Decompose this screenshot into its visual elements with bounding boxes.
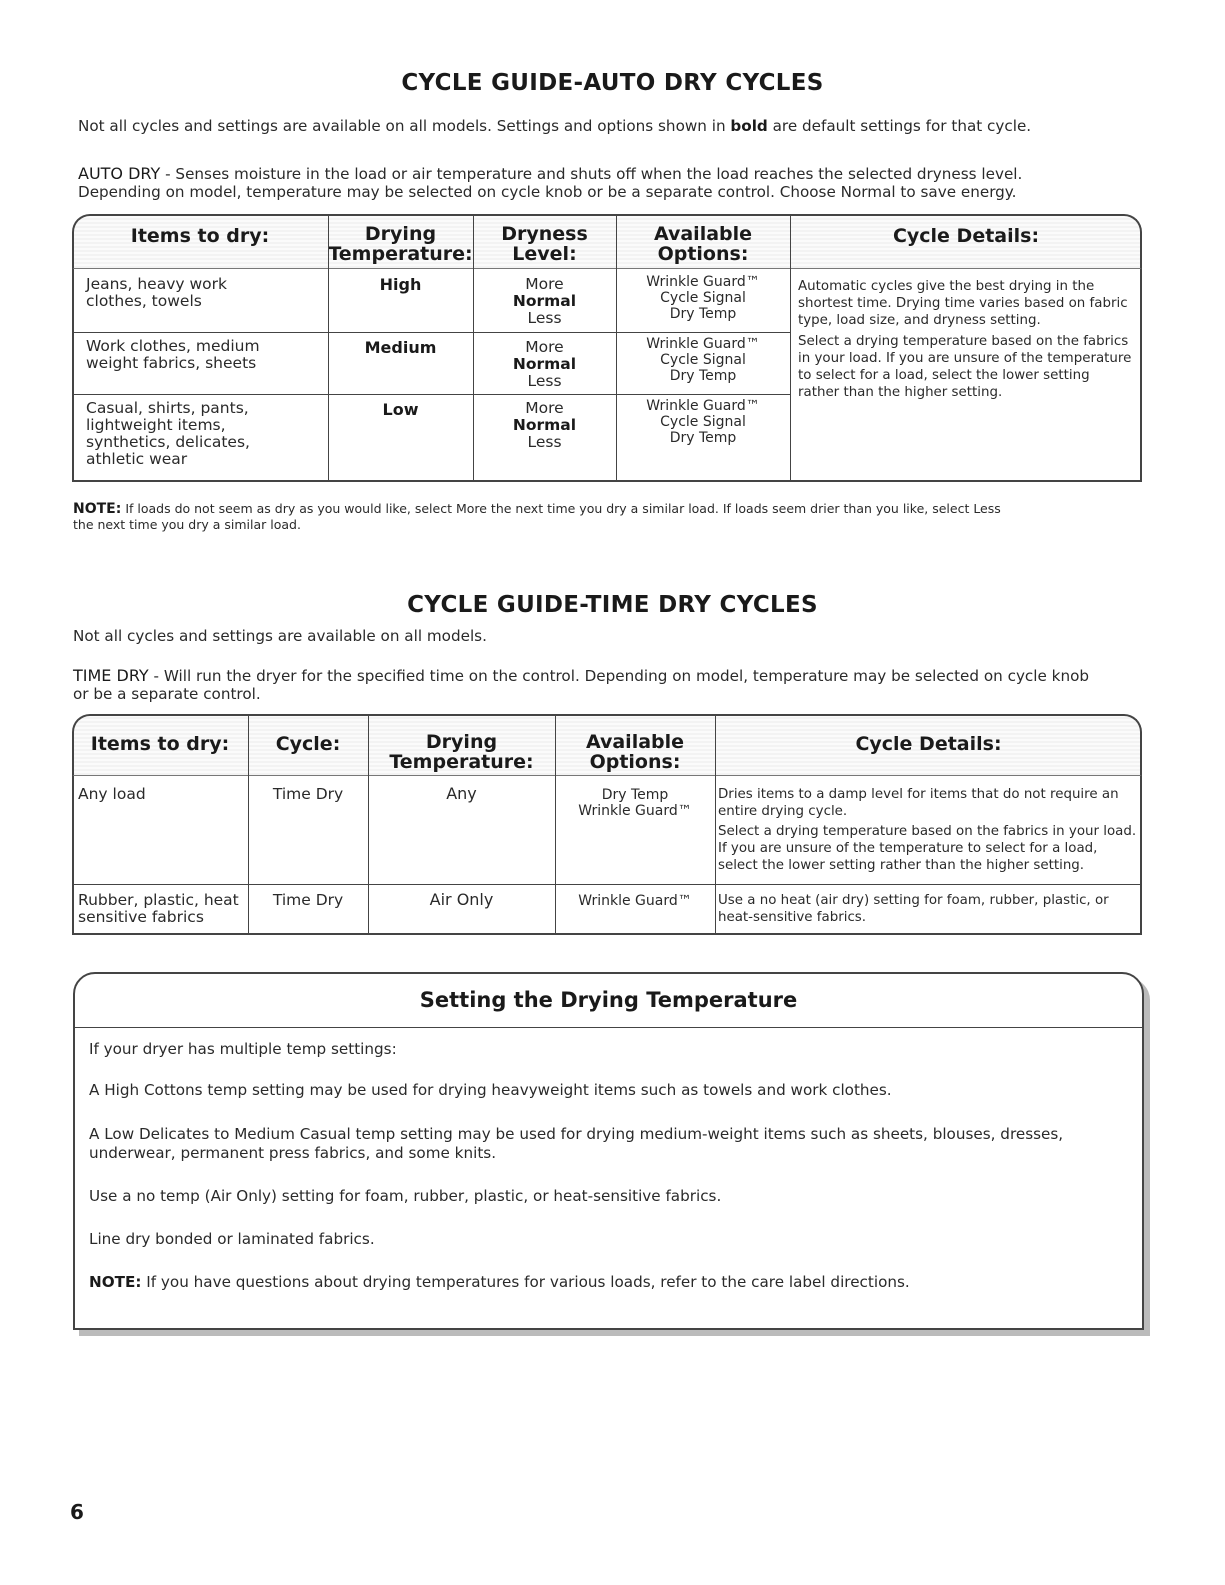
table-row-temp: Medium <box>364 338 437 357</box>
table-row-options: Dry Temp Wrinkle Guard™ <box>578 787 692 819</box>
row-divider <box>72 394 790 395</box>
table-row-cycle: Time Dry <box>272 785 344 803</box>
auto-dry-table <box>72 214 1142 482</box>
time-dry-title: CYCLE GUIDE-TIME DRY CYCLES <box>407 592 818 618</box>
header-drying-temperature: Drying Temperature: <box>328 223 473 265</box>
setting-paragraph: Line dry bonded or laminated fabrics. <box>89 1230 375 1248</box>
setting-note: NOTE: If you have questions about drying temperatures for various loads, refer to the care label directions. <box>89 1273 910 1291</box>
time-dry-table <box>72 714 1142 935</box>
time-intro: Not all cycles and settings are available on all models. <box>73 627 487 645</box>
table-row-options: Wrinkle Guard™ <box>578 893 692 909</box>
table-row-items: Any load <box>78 785 146 803</box>
col-divider <box>715 714 716 935</box>
table-row-options: Wrinkle Guard™ Cycle Signal Dry Temp <box>646 274 760 322</box>
auto-dry-description: AUTO DRY - Senses moisture in the load or air temperature and shuts off when the load reaches the selected dryness level. Depending on model, temperature may be selected on cycle knob or be a separate control. Choose Normal to save energy. <box>78 164 1023 201</box>
table-row-items: Jeans, heavy work clothes, towels <box>86 275 227 310</box>
table-row-details: Dries items to a damp level for items that do not require an entire drying cycle. Select a drying temperature based on the fabrics in your load. If you are unsure of the temperature to select for a load, select the lower setting rather than the higher setting. <box>718 787 1137 873</box>
header-drying-temperature: Drying Temperature: <box>389 731 534 773</box>
header-dryness-level: Dryness Level: <box>501 223 588 265</box>
table-row-dryness: More Normal Less <box>512 399 577 451</box>
setting-paragraph: A Low Delicates to Medium Casual temp setting may be used for drying medium-weight items such as sheets, blouses, dresses, underwear, permanent press fabrics, and some knits. <box>89 1125 1064 1162</box>
header-cycle-details: Cycle Details: <box>855 733 1002 755</box>
header-available-options: Available Options: <box>585 731 685 773</box>
auto-intro: Not all cycles and settings are available on all models. Settings and options shown in bold are default settings for that cycle. <box>78 117 1032 135</box>
setting-temperature-box <box>73 972 1144 1330</box>
table-row-options: Wrinkle Guard™ Cycle Signal Dry Temp <box>646 336 760 384</box>
header-cycle: Cycle: <box>275 733 341 755</box>
table-row-cycle: Time Dry <box>272 891 344 909</box>
table-row-temp: High <box>379 275 422 294</box>
setting-paragraph: Use a no temp (Air Only) setting for foam, rubber, plastic, or heat-sensitive fabrics. <box>89 1187 722 1205</box>
header-items-to-dry: Items to dry: <box>90 733 230 755</box>
table-row-temp: Air Only <box>429 890 494 909</box>
table-row-dryness: More Normal Less <box>512 338 577 390</box>
auto-dry-label: AUTO DRY <box>78 164 161 183</box>
table-row-temp: Low <box>382 400 419 419</box>
header-items-to-dry: Items to dry: <box>130 225 270 247</box>
header-cycle-details: Cycle Details: <box>892 225 1040 247</box>
auto-dry-title: CYCLE GUIDE-AUTO DRY CYCLES <box>401 70 824 96</box>
header-available-options: Available Options: <box>653 223 753 265</box>
table-row-items: Casual, shirts, pants, lightweight items, synthetics, delicates, athletic wear <box>86 399 250 468</box>
row-divider <box>72 884 1142 885</box>
setting-paragraph: A High Cottons temp setting may be used for drying heavyweight items such as towels and work clothes. <box>89 1081 892 1099</box>
table-row-dryness: More Normal Less <box>512 275 577 327</box>
cycle-details-text: Automatic cycles give the best drying in the shortest time. Drying time varies based on fabric type, load size, and dryness setting. Select a drying temperature based on the fabrics in your load. If you are unsure of the temperature to select for a load, select the lower setting rather than the higher setting. <box>798 279 1132 400</box>
page-number: 6 <box>70 1500 84 1524</box>
setting-paragraph: If your dryer has multiple temp settings: <box>89 1040 397 1058</box>
table-row-items: Work clothes, medium weight fabrics, sheets <box>86 337 260 372</box>
table-row-temp: Any <box>446 784 477 803</box>
col-divider <box>790 214 791 482</box>
setting-temperature-title: Setting the Drying Temperature <box>75 974 1142 1028</box>
table-row-details: Use a no heat (air dry) setting for foam, rubber, plastic, or heat-sensitive fabrics. <box>718 893 1109 925</box>
time-dry-description: TIME DRY - Will run the dryer for the specified time on the control. Depending on model, temperature may be selected on cycle knob or be a separate control. <box>73 666 1090 703</box>
table-row-items: Rubber, plastic, heat sensitive fabrics <box>78 891 239 926</box>
auto-note: NOTE: If loads do not seem as dry as you would like, select More the next time you dry a similar load. If loads seem drier than you like, select Less the next time you dry a similar load. <box>73 501 1001 532</box>
time-dry-label: TIME DRY <box>73 666 149 685</box>
row-divider <box>72 332 790 333</box>
table-row-options: Wrinkle Guard™ Cycle Signal Dry Temp <box>646 398 760 446</box>
